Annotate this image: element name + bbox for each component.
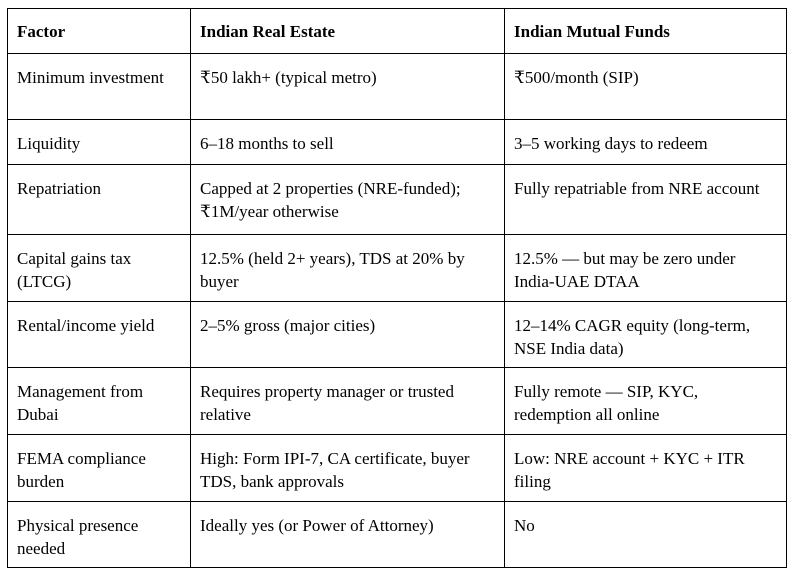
mutual-funds-cell: 3–5 working days to redeem [505, 120, 787, 165]
factor-cell: Minimum investment [8, 54, 191, 120]
table-row [8, 435, 787, 502]
mutual-funds-cell: 12.5% — but may be zero under India-UAE DTAA [505, 235, 787, 302]
comparison-table [7, 8, 787, 568]
table-row [8, 165, 787, 235]
mutual-funds-cell: 12–14% CAGR equity (long-term, NSE India data) [505, 302, 787, 368]
table-row [8, 368, 787, 435]
real-estate-cell: High: Form IPI-7, CA certificate, buyer TDS, bank approvals [191, 435, 505, 502]
real-estate-cell: Requires property manager or trusted relative [191, 368, 505, 435]
factor-cell: FEMA compliance burden [8, 435, 191, 502]
factor-cell: Rental/income yield [8, 302, 191, 368]
table-row [8, 54, 787, 120]
table-row [8, 502, 787, 568]
factor-cell: Capital gains tax (LTCG) [8, 235, 191, 302]
header-real-estate: Indian Real Estate [191, 9, 505, 54]
header-mutual-funds: Indian Mutual Funds [505, 9, 787, 54]
mutual-funds-cell: Low: NRE account + KYC + ITR filing [505, 435, 787, 502]
real-estate-cell: Ideally yes (or Power of Attorney) [191, 502, 505, 568]
table-row [8, 235, 787, 302]
real-estate-cell: ₹50 lakh+ (typical metro) [191, 54, 505, 120]
table-row [8, 302, 787, 368]
mutual-funds-cell: ₹500/month (SIP) [505, 54, 787, 120]
factor-cell: Liquidity [8, 120, 191, 165]
factor-cell: Physical presence needed [8, 502, 191, 568]
mutual-funds-cell: Fully remote — SIP, KYC, redemption all online [505, 368, 787, 435]
real-estate-cell: Capped at 2 properties (NRE-funded); ₹1M/year otherwise [191, 165, 505, 235]
real-estate-cell: 6–18 months to sell [191, 120, 505, 165]
table-row [8, 120, 787, 165]
factor-cell: Repatriation [8, 165, 191, 235]
header-factor: Factor [8, 9, 191, 54]
factor-cell: Management from Dubai [8, 368, 191, 435]
real-estate-cell: 12.5% (held 2+ years), TDS at 20% by buyer [191, 235, 505, 302]
table-header-row [8, 9, 787, 54]
real-estate-cell: 2–5% gross (major cities) [191, 302, 505, 368]
mutual-funds-cell: No [505, 502, 787, 568]
mutual-funds-cell: Fully repatriable from NRE account [505, 165, 787, 235]
